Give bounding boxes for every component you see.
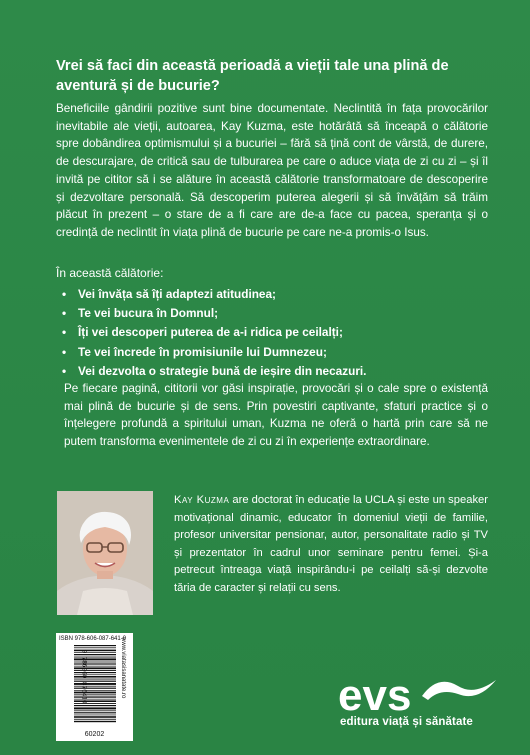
benefit-item: • Vei dezvolta o strategie bună de ieșire din necazuri.	[56, 362, 366, 381]
author-name: Kay Kuzma	[174, 494, 230, 506]
intro-paragraph: Beneficiile gândirii pozitive sunt bine documentate. Neclintită în fața provocărilor inevitabile ale vieții, autoarea, Kay Kuzma, este hotărâtă să înceapă o călătorie spre dobândirea optimismului și a bucuriei – fără să țină cont de vârstă, de durere, de descurajare, de critică sau de tulburarea pe care o aduce viața de zi cu zi – și îl invită pe cititor să i se alăture în această călătorie transformatoare de descoperire și dezvoltare personală. Să descoperim puterea alegerii și să învățăm să trăim plăcut în prezent – o stare de a fi care are de-a face cu pacea, speranța și o credință de neclintit în viața plină de bucurie pe care ne-a promis-o Isus.	[56, 102, 488, 239]
publisher-tagline: editura viață și sănătate	[340, 716, 473, 728]
bullet-icon: •	[62, 344, 67, 359]
website-vertical: www.viatasisanatate.ro	[120, 637, 126, 699]
barcode-bars	[60, 645, 116, 723]
bullet-icon: •	[62, 325, 67, 340]
benefit-item: • Te vei bucura în Domnul;	[56, 304, 366, 323]
author-photo	[57, 491, 153, 615]
product-code: 60202	[84, 731, 105, 738]
publisher-logo	[338, 666, 498, 736]
svg-text:evs: evs	[338, 671, 412, 716]
closing-paragraph: Pe fiecare pagină, cititorii vor găsi inspirație, provocări și o cale spre o existență mai plină de bucurie și de sens. Prin povestiri captivante, sfaturi practice și o înțelegere profundă a spiritului uman, Kuzma ne oferă o hartă prin care să ne putem transforma evenimentele de zi cu zi în experiențe extraordinare.	[64, 382, 488, 449]
barcode-digits: 9 786060 876410	[80, 649, 88, 704]
benefits-list	[56, 285, 366, 381]
bullet-icon: •	[62, 287, 67, 301]
benefit-item: • Te vei încrede în promisiunile lui Dumnezeu;	[56, 343, 366, 362]
benefit-item: • Vei învăța să îți adaptezi atitudinea;	[56, 285, 366, 304]
journey-label: În această călătorie:	[56, 266, 164, 280]
evs-logo-icon	[338, 666, 498, 716]
bullet-icon: •	[62, 363, 67, 378]
author-bio: Kay Kuzma are doctorat în educație la UCLA și este un speaker motivațional dinamic, educator în domeniul vieții de familie, profesor universitar pensionar, autor, personalitate radio și TV și prezentator în cadrul unor seminare pentru femei. Și-a petrecut întreaga viață inspirându-i pe ceilalți să-și dezvolte tăria de caracter și relații cu sens.	[174, 494, 488, 594]
barcode	[56, 633, 133, 741]
isbn-label: ISBN 978-606-087-641-0	[59, 636, 127, 642]
benefit-item: • Îți vei descoperi puterea de a-i ridica pe ceilalți;	[56, 323, 366, 342]
bullet-icon: •	[62, 306, 67, 321]
headline: Vrei să faci din această perioadă a vieții tale una plină de aventură și de bucurie?	[56, 58, 449, 94]
